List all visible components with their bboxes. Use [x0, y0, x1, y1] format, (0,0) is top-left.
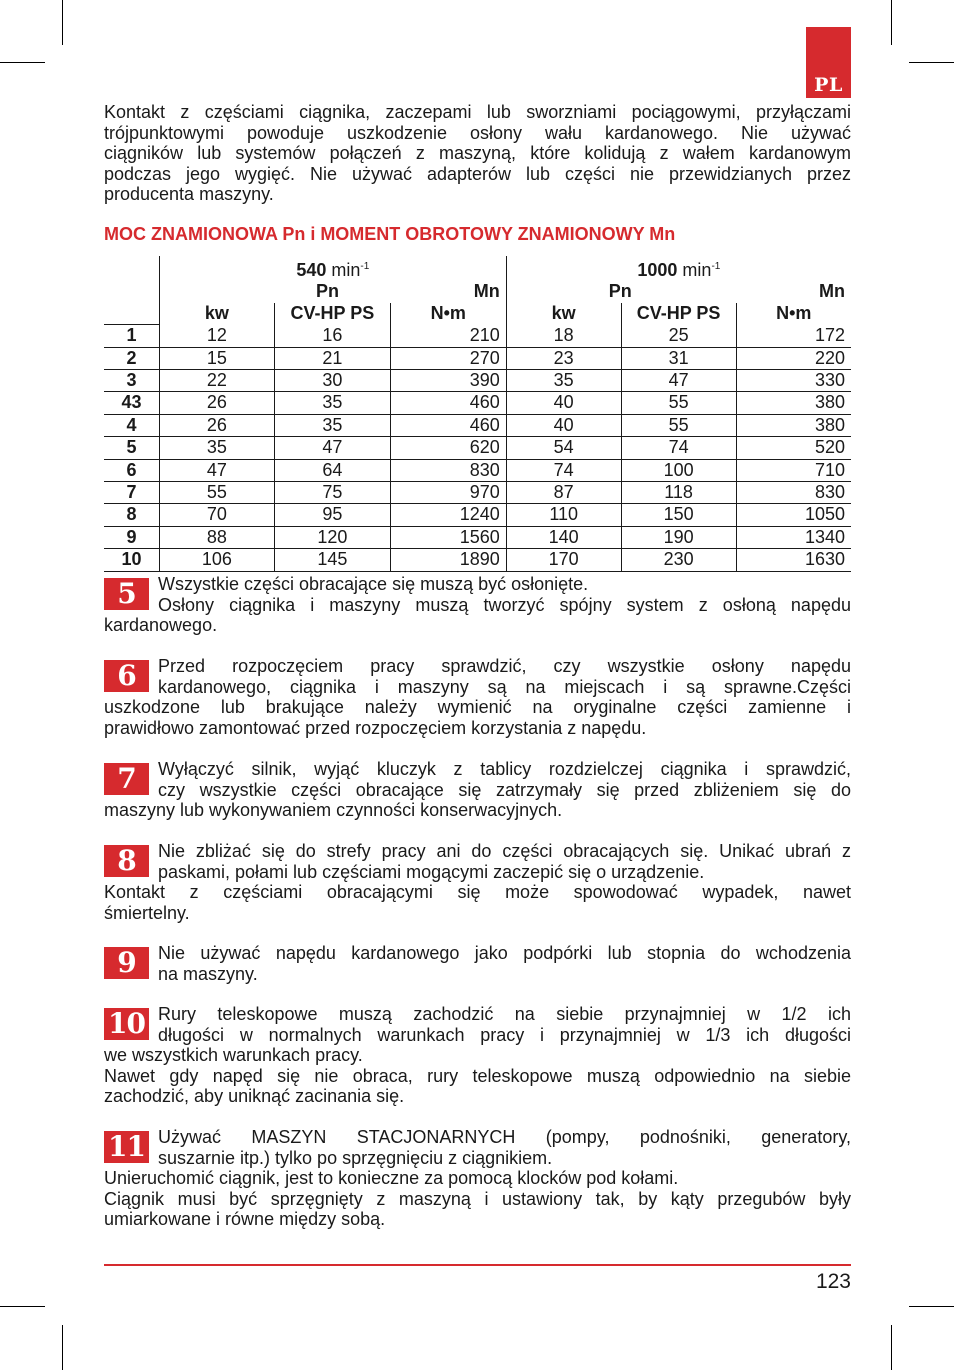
- table-cell: 30: [274, 370, 390, 392]
- table-cell: 55: [159, 482, 274, 504]
- table-cell: 1050: [736, 504, 851, 526]
- item-text: [104, 759, 851, 821]
- item-line: śmiertelny.: [104, 902, 190, 923]
- item-number-badge: 10: [104, 1008, 149, 1040]
- row-number: 3: [104, 370, 159, 392]
- table-cell: 15: [159, 347, 274, 369]
- intro-line: producenta maszyny.: [104, 184, 274, 205]
- table-cell: 70: [159, 504, 274, 526]
- table-cell: 54: [506, 437, 621, 459]
- footer-rule: [104, 1264, 851, 1266]
- table-cell: 25: [621, 325, 736, 347]
- row-number: 10: [104, 549, 159, 571]
- section-title: MOC ZNAMIONOWA Pn i MOMENT OBROTOWY ZNAMIONOWY Mn: [104, 224, 676, 244]
- crop-mark: [62, 1325, 63, 1370]
- item-number-badge: 9: [104, 947, 149, 979]
- table-cell: 710: [736, 459, 851, 481]
- row-number: 1: [104, 325, 159, 347]
- item-line: suszarnie itp.) tylko po sprzęgnięciu z ciągnikiem.: [158, 1147, 553, 1168]
- row-number: 6: [104, 459, 159, 481]
- table-cell: 1240: [390, 504, 506, 526]
- table-row: [104, 370, 851, 392]
- row-number: 7: [104, 482, 159, 504]
- table-cell: 110: [506, 504, 621, 526]
- item-line: kardanowego.: [104, 615, 218, 636]
- table-row: [104, 549, 851, 571]
- intro-line: trójpunktowymi powoduje uszkodzenie osłony wału kardanowego. Nie używać: [104, 122, 851, 143]
- table-row: [104, 392, 851, 414]
- table-cell: 1340: [736, 526, 851, 548]
- item-line: zachodzić, aby uniknąć zacinania się.: [104, 1086, 405, 1107]
- item-line: Używać MASZYN STACJONARNYCH (pompy, podnośniki, generatory,: [158, 1127, 851, 1147]
- item-text: [104, 943, 851, 984]
- item-line: we wszystkich warunkach pracy.: [104, 1045, 363, 1066]
- intro-paragraph: [104, 102, 851, 205]
- mn-header: Mn: [819, 281, 845, 302]
- table-cell: 22: [159, 370, 274, 392]
- table-row: [104, 325, 851, 347]
- row-number: 5: [104, 437, 159, 459]
- item-text: [104, 656, 851, 738]
- table-cell: 55: [621, 414, 736, 436]
- table-cell: 31: [621, 347, 736, 369]
- item-line: maszyny lub wykonywaniem czynności konserwacyjnych.: [104, 800, 563, 821]
- table-cell: 35: [506, 370, 621, 392]
- item-line: długości w normalnych warunkach pracy i przynajmniej w 1/3 ich długości: [158, 1024, 851, 1045]
- row-number: 43: [104, 392, 159, 414]
- crop-mark: [891, 0, 892, 45]
- intro-line: Kontakt z częściami ciągnika, zaczepami lub sworzniami pociągowymi, przyłączami: [104, 102, 851, 122]
- table-cell: 40: [506, 392, 621, 414]
- table-cell: 47: [621, 370, 736, 392]
- table-cell: 118: [621, 482, 736, 504]
- item-number-badge: 6: [104, 660, 149, 692]
- table-row: [104, 414, 851, 436]
- power-torque-table: [104, 256, 851, 572]
- crop-mark: [909, 1306, 954, 1307]
- item-text: [104, 1004, 851, 1107]
- row-number: 4: [104, 414, 159, 436]
- table-cell: 1890: [390, 549, 506, 571]
- crop-mark: [62, 0, 63, 45]
- table-cell: 210: [390, 325, 506, 347]
- intro-line: podczas jego wygięć. Nie używać adapterów lub części nie przewidzianych przez: [104, 163, 851, 184]
- table-row: [104, 459, 851, 481]
- table-cell: 460: [390, 414, 506, 436]
- table-cell: 16: [274, 325, 390, 347]
- row-number: 9: [104, 526, 159, 548]
- table-cell: 12: [159, 325, 274, 347]
- item-line: uszkodzone lub brakujące należy wymienić na oryginalne części zamienne i: [104, 697, 851, 718]
- cvhp-header: CV-HP PS: [274, 303, 390, 325]
- table-row: [104, 504, 851, 526]
- table-cell: 47: [274, 437, 390, 459]
- table-row: [104, 526, 851, 548]
- item-text: [104, 841, 851, 923]
- table-cell: 88: [159, 526, 274, 548]
- item-line: umiarkowane i równe między sobą.: [104, 1209, 386, 1230]
- table-row: [104, 347, 851, 369]
- item-line: Nie zbliżać się do strefy pracy ani do części obracających się. Unikać ubrań z: [158, 841, 851, 861]
- table-cell: 106: [159, 549, 274, 571]
- item-line: Ciągnik musi być sprzęgnięty z maszyną i ustawiony tak, by kąty przegubów były: [104, 1188, 851, 1209]
- item-number-badge: 11: [104, 1131, 149, 1163]
- table-cell: 830: [390, 459, 506, 481]
- table-cell: 145: [274, 549, 390, 571]
- table-cell: 100: [621, 459, 736, 481]
- language-code: PL: [814, 74, 843, 96]
- table-cell: 40: [506, 414, 621, 436]
- row-number: 8: [104, 504, 159, 526]
- table-cell: 380: [736, 392, 851, 414]
- table-cell: 75: [274, 482, 390, 504]
- item-line: kardanowego, ciągnika i maszyny są na miejscach i są sprawne.Części: [158, 676, 851, 697]
- table-cell: 26: [159, 414, 274, 436]
- table-cell: 74: [621, 437, 736, 459]
- item-line: Wyłączyć silnik, wyjąć kluczyk z tablicy rozdzielczej ciągnika i sprawdzić,: [158, 759, 851, 779]
- table-cell: 87: [506, 482, 621, 504]
- table-cell: 1630: [736, 549, 851, 571]
- table-cell: 140: [506, 526, 621, 548]
- table-header-speed: [104, 256, 851, 281]
- mn-header: Mn: [473, 281, 500, 302]
- nm-header: N•m: [736, 303, 851, 325]
- table-cell: 64: [274, 459, 390, 481]
- table-cell: 520: [736, 437, 851, 459]
- page-number: 123: [815, 1270, 851, 1293]
- crop-mark: [891, 1325, 892, 1370]
- item-text: [104, 574, 851, 636]
- table-cell: 172: [736, 325, 851, 347]
- language-tab: [806, 27, 851, 98]
- table-cell: 55: [621, 392, 736, 414]
- item-line: paskami, połami lub częściami mogącymi zaczepić się o urządzenie.: [158, 861, 705, 882]
- item-number-badge: 5: [104, 578, 149, 610]
- pn-header: Pn: [159, 281, 390, 302]
- table-cell: 1560: [390, 526, 506, 548]
- item-line: Wszystkie części obracające się muszą być osłonięte.: [158, 574, 589, 594]
- speed-540-header: 540 $\min^{-1}$: [159, 256, 506, 281]
- table-row: [104, 482, 851, 504]
- table-cell: 23: [506, 347, 621, 369]
- table-cell: 830: [736, 482, 851, 504]
- table-row: [104, 437, 851, 459]
- table-cell: 74: [506, 459, 621, 481]
- table-header-units: [104, 303, 851, 325]
- table-header-quantity: [104, 281, 851, 302]
- row-number: 2: [104, 347, 159, 369]
- table-cell: 150: [621, 504, 736, 526]
- table-cell: 120: [274, 526, 390, 548]
- table-cell: 380: [736, 414, 851, 436]
- table-cell: 620: [390, 437, 506, 459]
- item-line: Rury teleskopowe muszą zachodzić na siebie przynajmniej w 1/2 ich: [158, 1004, 851, 1024]
- table-cell: 35: [274, 414, 390, 436]
- item-line: Unieruchomić ciągnik, jest to konieczne za pomocą klocków pod kołami.: [104, 1168, 679, 1189]
- table-cell: 460: [390, 392, 506, 414]
- item-line: Przed rozpoczęciem pracy sprawdzić, czy wszystkie osłony napędu: [158, 656, 851, 676]
- nm-header: N•m: [390, 303, 506, 325]
- item-line: czy wszystkie części obracające się zatrzymały się przed zbliżeniem się do: [158, 779, 851, 800]
- table-cell: 330: [736, 370, 851, 392]
- table-cell: 220: [736, 347, 851, 369]
- item-line: Kontakt z częściami obracającymi się może spowodować wypadek, nawet: [104, 882, 851, 903]
- item-line: Nie używać napędu kardanowego jako podpórki lub stopnia do wchodzenia: [158, 943, 851, 963]
- kw-header: kw: [159, 303, 274, 325]
- table-cell: 18: [506, 325, 621, 347]
- item-line: Nawet gdy napęd się nie obraca, rury teleskopowe muszą odpowiednio na siebie: [104, 1065, 851, 1086]
- table-cell: 21: [274, 347, 390, 369]
- crop-mark: [0, 62, 45, 63]
- table-cell: 270: [390, 347, 506, 369]
- intro-line: ciągników lub systemów połączeń z maszyną, które kolidują z wałem kardanowym: [104, 143, 851, 164]
- table-cell: 47: [159, 459, 274, 481]
- table-cell: 190: [621, 526, 736, 548]
- speed-1000-header: 1000 $\min^{-1}$: [506, 256, 851, 281]
- table-cell: 26: [159, 392, 274, 414]
- table-cell: 35: [159, 437, 274, 459]
- cvhp-header: CV-HP PS: [621, 303, 736, 325]
- table-cell: 230: [621, 549, 736, 571]
- crop-mark: [909, 62, 954, 63]
- item-line: na maszyny.: [158, 963, 258, 984]
- table-cell: 35: [274, 392, 390, 414]
- item-text: [104, 1127, 851, 1230]
- item-line: prawidłowo zamontować przed rozpoczęciem korzystania z napędu.: [104, 717, 647, 738]
- item-number-badge: 7: [104, 763, 149, 795]
- table-cell: 170: [506, 549, 621, 571]
- crop-mark: [0, 1306, 45, 1307]
- table-cell: 390: [390, 370, 506, 392]
- table-cell: 970: [390, 482, 506, 504]
- item-line: Osłony ciągnika i maszyny muszą tworzyć spójny system z osłoną napędu: [158, 594, 851, 615]
- kw-header: kw: [506, 303, 621, 325]
- item-number-badge: 8: [104, 845, 149, 877]
- pn-header: Pn: [506, 281, 736, 302]
- table-cell: 95: [274, 504, 390, 526]
